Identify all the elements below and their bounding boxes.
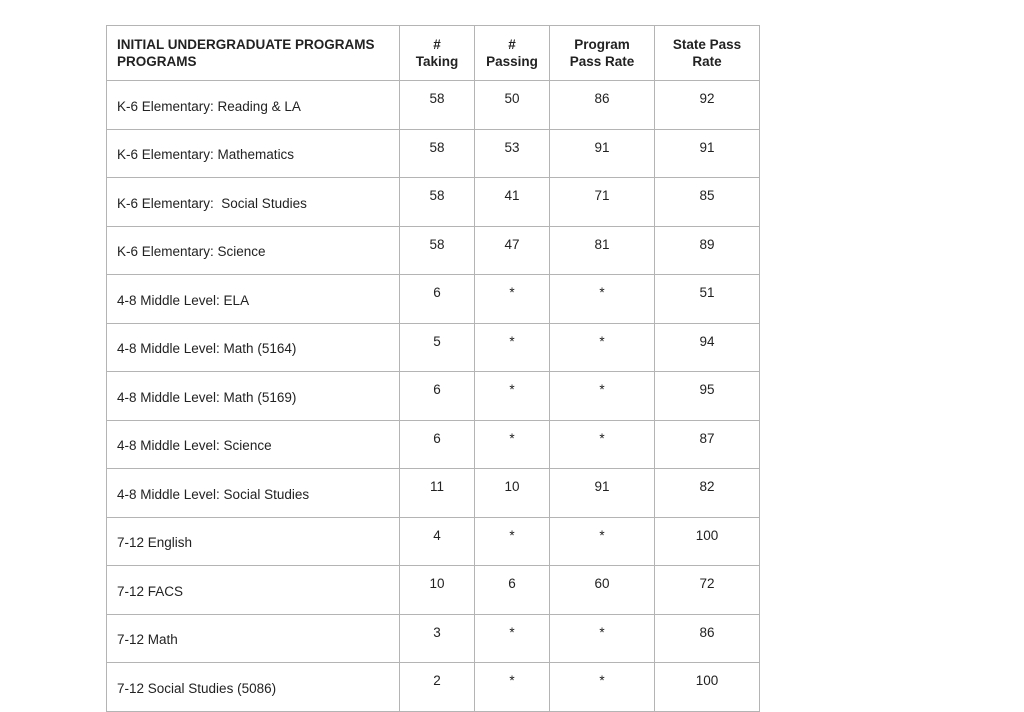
table-header-row [107,26,760,81]
cell-taking: 4 [400,517,475,566]
cell-program-pass-rate: * [550,275,655,324]
cell-passing: * [475,275,550,324]
cell-program: 4-8 Middle Level: Math (5164) [107,323,400,372]
table-row [107,614,760,663]
cell-program: 7-12 English [107,517,400,566]
pass-rate-table [106,25,760,712]
header-state-pass-rate-line-2: Rate [692,54,722,69]
cell-passing: * [475,614,550,663]
cell-program-pass-rate: 60 [550,566,655,615]
cell-program: 7-12 FACS [107,566,400,615]
cell-passing: 50 [475,81,550,130]
cell-program: 4-8 Middle Level: Math (5169) [107,372,400,421]
cell-taking: 3 [400,614,475,663]
cell-taking: 58 [400,81,475,130]
cell-program-pass-rate: * [550,420,655,469]
cell-program: K-6 Elementary: Reading & LA [107,81,400,130]
header-program-line-1: INITIAL UNDERGRADUATE PROGRAMS [117,37,375,52]
header-taking-line-2: Taking [415,54,459,69]
cell-program-pass-rate: 71 [550,178,655,227]
cell-state-pass-rate: 82 [655,469,760,518]
cell-program-pass-rate: * [550,517,655,566]
header-passing-line-1: # [508,37,516,52]
table-row [107,469,760,518]
header-state-pass-rate-line-1: State Pass [672,37,742,52]
cell-passing: 10 [475,469,550,518]
cell-program-pass-rate: * [550,614,655,663]
table-row [107,663,760,712]
cell-taking: 58 [400,178,475,227]
cell-program-pass-rate: 86 [550,81,655,130]
header-program-pass-rate-line-1: Program [574,37,630,52]
cell-program: 7-12 Math [107,614,400,663]
table-row [107,420,760,469]
header-taking [400,26,475,81]
cell-state-pass-rate: 95 [655,372,760,421]
cell-program: 4-8 Middle Level: Science [107,420,400,469]
header-program-pass-rate-line-2: Pass Rate [569,54,635,69]
header-state-pass-rate [655,26,760,81]
cell-passing: * [475,323,550,372]
cell-state-pass-rate: 86 [655,614,760,663]
cell-state-pass-rate: 89 [655,226,760,275]
cell-taking: 6 [400,275,475,324]
header-program-pass-rate [550,26,655,81]
cell-state-pass-rate: 72 [655,566,760,615]
cell-passing: * [475,517,550,566]
cell-program: K-6 Elementary: Social Studies [107,178,400,227]
cell-program: 4-8 Middle Level: Social Studies [107,469,400,518]
table-row [107,323,760,372]
table-row [107,129,760,178]
cell-passing: * [475,372,550,421]
header-passing-line-2: Passing [486,54,538,69]
cell-program: K-6 Elementary: Science [107,226,400,275]
cell-program-pass-rate: 81 [550,226,655,275]
cell-passing: 47 [475,226,550,275]
cell-program: K-6 Elementary: Mathematics [107,129,400,178]
table-row [107,517,760,566]
header-program [107,26,400,81]
cell-taking: 6 [400,420,475,469]
cell-passing: 41 [475,178,550,227]
cell-program: 7-12 Social Studies (5086) [107,663,400,712]
cell-program-pass-rate: 91 [550,129,655,178]
cell-state-pass-rate: 51 [655,275,760,324]
cell-passing: 53 [475,129,550,178]
cell-program-pass-rate: * [550,372,655,421]
cell-state-pass-rate: 94 [655,323,760,372]
header-taking-line-1: # [433,37,441,52]
cell-program-pass-rate: 91 [550,469,655,518]
cell-taking: 58 [400,226,475,275]
cell-program: 4-8 Middle Level: ELA [107,275,400,324]
table-row [107,178,760,227]
cell-state-pass-rate: 100 [655,663,760,712]
cell-taking: 58 [400,129,475,178]
cell-taking: 5 [400,323,475,372]
cell-program-pass-rate: * [550,663,655,712]
cell-state-pass-rate: 100 [655,517,760,566]
cell-state-pass-rate: 87 [655,420,760,469]
cell-passing: * [475,420,550,469]
cell-passing: * [475,663,550,712]
table-row [107,372,760,421]
cell-state-pass-rate: 85 [655,178,760,227]
table-row [107,566,760,615]
cell-taking: 6 [400,372,475,421]
table-row [107,81,760,130]
cell-taking: 11 [400,469,475,518]
cell-taking: 2 [400,663,475,712]
table-row [107,275,760,324]
cell-taking: 10 [400,566,475,615]
header-program-line-2: PROGRAMS [117,54,197,69]
table-row [107,226,760,275]
cell-state-pass-rate: 91 [655,129,760,178]
cell-program-pass-rate: * [550,323,655,372]
cell-state-pass-rate: 92 [655,81,760,130]
header-passing [475,26,550,81]
cell-passing: 6 [475,566,550,615]
